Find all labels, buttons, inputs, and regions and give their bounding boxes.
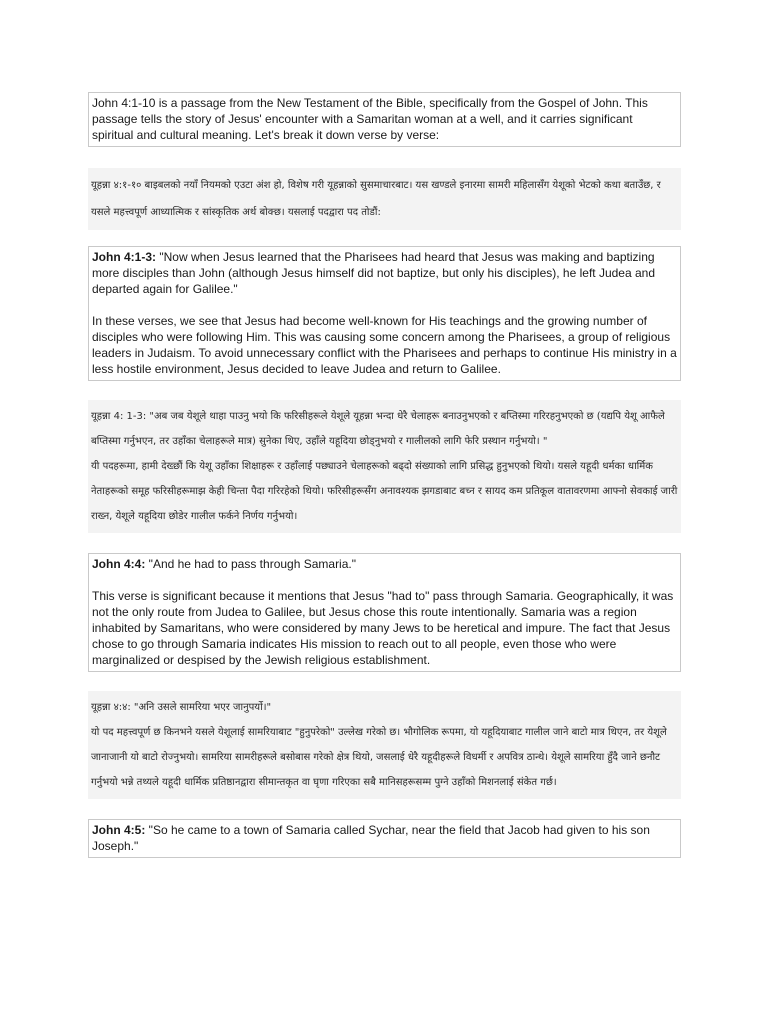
document-page bbox=[88, 92, 681, 858]
verse-4-quote-line bbox=[92, 556, 677, 572]
intro-nepali-text: यूहन्ना ४:१-१० बाइबलको नयाँ नियमको एउटा अंश हो, विशेष गरी यूहन्नाको सुसमाचारबाट। यस खण्डले इनारमा सामरी महिलासँग येशूको भेटको कथा बताउँछ, र यसले महत्त्वपूर्ण आध्यात्मिक र सांस्कृतिक अर्थ बोक्छ। यसलाई पदद्वारा पद तोडौं: bbox=[91, 180, 661, 218]
verse-4-ref: John 4:4: bbox=[92, 557, 146, 571]
verse-4-nepali-commentary: यो पद महत्त्वपूर्ण छ किनभने यसले येशूलाई सामरियाबाट "हुनुपरेको" उल्लेख गरेको छ। भौगोलिक रूपमा, यो यहूदियाबाट गालील जाने बाटो मात्र थिएन, तर येशूले जानाजानी यो बाटो रोज्नुभयो। सामरिया सामरीहरूले बसोबास गरेको क्षेत्र थियो, जसलाई धेरै यहूदीहरूले विधर्मी र अपवित्र ठान्थे। येशूले सामरिया हुँदै जाने छनौट गर्नुभयो भन्ने तथ्यले यहूदी धार्मिक प्रतिष्ठानद्वारा सीमान्तकृत वा घृणा गरिएका सबै मानिसहरूसम्म पुग्ने उहाँको मिशनलाई संकेत गर्छ। bbox=[91, 727, 667, 788]
verse-1-3-nepali-commentary: यी पदहरूमा, हामी देख्छौं कि येशू उहाँका शिक्षाहरू र उहाँलाई पछ्याउने चेलाहरूको बढ्दो संख्याको लागि प्रसिद्ध हुनुभएको थियो। यसले यहूदी धर्मका धार्मिक नेताहरूको समूह फरिसीहरूमाझ केही चिन्ता पैदा गरिरहेको थियो। फरिसीहरूसँग अनावश्यक झगडाबाट बच्न र सायद कम प्रतिकूल वातावरणमा आफ्नो सेवकाई जारी राख्न, येशूले यहूदिया छोडेर गालील फर्कने निर्णय गर्नुभयो। bbox=[91, 461, 678, 522]
verse-1-3-commentary: In these verses, we see that Jesus had become well-known for His teachings and the growing number of disciples who were following Him. This was causing some concern among the Pharisees, a group of religious leaders in Judaism. To avoid unnecessary conflict with the Pharisees and perhaps to continue His ministry in a less hostile environment, Jesus decided to leave Judea and return to Galilee. bbox=[92, 314, 677, 376]
verse-5-quote: "So he came to a town of Samaria called Sychar, near the field that Jacob had given to his son Joseph." bbox=[92, 823, 650, 853]
verse-4-commentary: This verse is significant because it mentions that Jesus "had to" pass through Samaria. Geographically, it was not the only route from Judea to Galilee, but Jesus chose this route intentionally. Samaria was a region inhabited by Samaritans, who were considered by many Jews to be heretical and impure. The fact that Jesus chose to go through Samaria indicates His mission to reach out to all people, even those who were marginalized or despised by the Jewish religious establishment. bbox=[92, 589, 674, 667]
verse-4-nepali-box bbox=[88, 691, 681, 799]
verse-1-3-quote: "Now when Jesus learned that the Pharisees had heard that Jesus was making and baptizing more disciples than John (although Jesus himself did not baptize, but only his disciples), he left Judea and departed again for Galilee." bbox=[92, 250, 655, 296]
verse-4-nepali-quote: यूहन्ना ४:४: "अनि उसले सामरिया भएर जानुपर्यो।" bbox=[91, 702, 272, 713]
verse-1-3-box bbox=[88, 246, 681, 381]
verse-1-3-ref: John 4:1-3: bbox=[92, 250, 157, 264]
verse-4-box bbox=[88, 553, 681, 672]
intro-paragraph-box bbox=[88, 92, 681, 147]
verse-1-3-nepali-quote: यूहन्ना 4: 1-3: "अब जब येशूले थाहा पाउनु भयो कि फरिसीहरूले येशूले यूहन्ना भन्दा धेरै चेलाहरू बनाउनुभएको र बप्तिस्मा गरिरहनुभएको छ (यद्यपि येशू आफैले बप्तिस्मा गर्नुभएन, तर उहाँका चेलाहरूले मात्र) सुनेका थिए, उहाँले यहूदिया छोड्नुभयो र गालीलको लागि फेरि प्रस्थान गर्नुभयो। " bbox=[91, 411, 665, 447]
intro-nepali-box bbox=[88, 168, 681, 230]
verse-5-ref: John 4:5: bbox=[92, 823, 146, 837]
verse-5-box bbox=[88, 819, 681, 858]
verse-5-quote-line bbox=[92, 822, 677, 854]
verse-1-3-nepali-box bbox=[88, 400, 681, 533]
intro-text: John 4:1-10 is a passage from the New Testament of the Bible, specifically from the Gospel of John. This passage tells the story of Jesus' encounter with a Samaritan woman at a well, and it carries significant spiritual and cultural meaning. Let's break it down verse by verse: bbox=[92, 96, 648, 142]
verse-4-quote: "And he had to pass through Samaria." bbox=[145, 557, 356, 571]
verse-1-3-quote-line bbox=[92, 249, 677, 297]
